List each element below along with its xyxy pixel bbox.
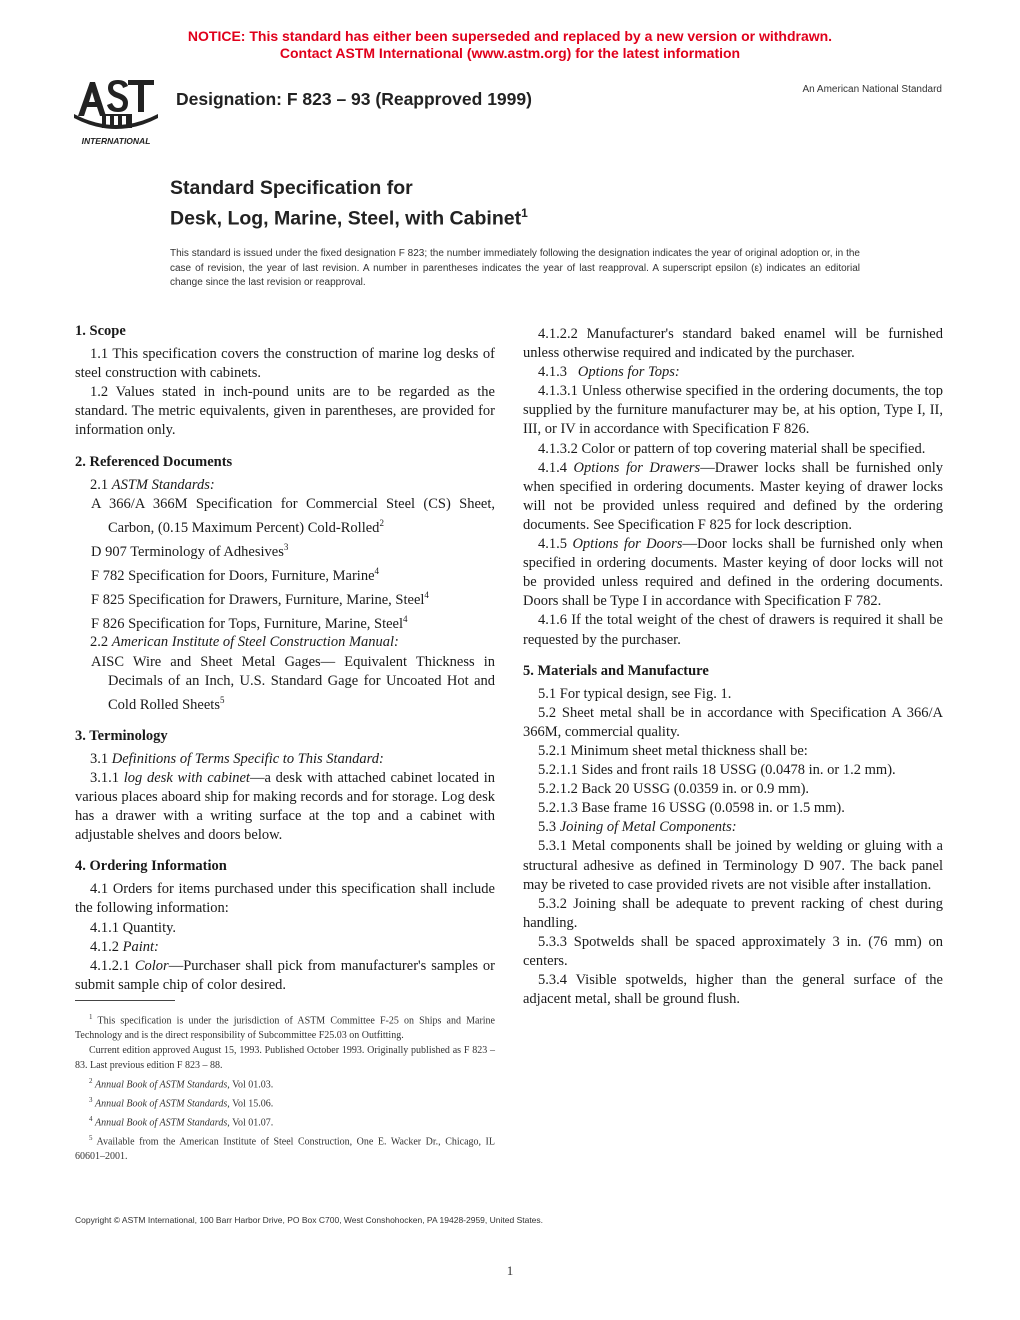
footnote-3: $^3$ Annual Book of ASTM Standards, Vol 15.06. <box>89 1095 274 1109</box>
para-5-2-1-2: 5.2.1.2 Back 20 USSG (0.0359 in. or 0.9 mm). <box>538 781 810 798</box>
para-5-3: 5.3 Joining of Metal Components: <box>538 819 737 836</box>
para-5-2-1-3: 5.2.1.3 Base frame 16 USSG (0.0598 in. or 1.5 mm). <box>538 800 845 817</box>
para-1-2: 1.2 Values stated in inch-pound units are to be regarded as the standard. The metric equivalents, given in parentheses, are provided for information only. <box>75 384 495 439</box>
para-4-1: 4.1 Orders for items purchased under this specification shall include the following information: <box>75 881 495 917</box>
para-5-2: 5.2 Sheet metal shall be in accordance with Specification A 366/A 366M, commercial quality. <box>523 704 943 740</box>
ref-f825: F 825 Specification for Drawers, Furniture, Marine, Steel$^4$ <box>91 589 429 608</box>
logo-subtext: INTERNATIONAL <box>81 136 151 146</box>
american-national-standard: An American National Standard <box>802 84 942 95</box>
section-2-heading: 2. Referenced Documents <box>75 453 233 470</box>
title-line-1: Standard Specification for <box>170 177 413 199</box>
para-3-1: 3.1 Definitions of Terms Specific to This Standard: <box>90 750 384 767</box>
title-line-2: Desk, Log, Marine, Steel, with Cabinet$^1$ <box>170 206 528 230</box>
page-number: 1 <box>506 1263 514 1278</box>
section-5-heading: 5. Materials and Manufacture <box>523 662 709 679</box>
section-1-heading: 1. Scope <box>75 323 126 339</box>
notice-line-1: NOTICE: This standard has either been superseded and replaced by a new version or withdrawn. <box>187 28 833 44</box>
footnote-5: $^5$ Available from the American Institute of Steel Construction, One E. Wacker Dr., Chicago, IL 60601–2001. <box>75 1133 495 1163</box>
footnote-1: $^1$ This specification is under the jurisdiction of ASTM Committee F-25 on Ships and Marine Technology and is the direct responsibility of Subcommittee F25.03 on Outfitting. <box>75 1013 495 1042</box>
para-1-1: 1.1 This specification covers the construction of marine log desks of steel construction with cabinets. <box>75 346 495 382</box>
ref-f826: F 826 Specification for Tops, Furniture, Marine, Steel$^4$ <box>91 613 408 632</box>
para-4-1-3-1: 4.1.3.1 Unless otherwise specified in the ordering documents, the top supplied by the furniture manufacturer may be, at his option, Type I, II, III, or IV in accordance with Specification F 826. <box>523 383 943 438</box>
ref-f782: F 782 Specification for Doors, Furniture, Marine$^4$ <box>91 565 380 584</box>
para-4-1-6: 4.1.6 If the total weight of the chest of drawers is required it shall be requested by the purchaser. <box>523 612 943 648</box>
issued-note: This standard is issued under the fixed designation F 823; the number immediately following the designation indicates the year of original adoption or, in the case of revision, the year of last revision. A number in parentheses indicates the year of last reapproval. A superscript epsilon (ε) indicates an editorial change since the last revision or reapproval. <box>170 248 860 288</box>
para-4-1-2-1: 4.1.2.1 Color—Purchaser shall pick from manufacturer's samples or submit sample chip of color desired. <box>75 957 496 993</box>
title-footnote-mark: 1 <box>521 206 528 220</box>
para-5-3-3: 5.3.3 Spotwelds shall be spaced approximately 3 in. (76 mm) on centers. <box>523 933 943 969</box>
section-4-heading: 4. Ordering Information <box>75 858 227 875</box>
para-5-3-2: 5.3.2 Joining shall be adequate to prevent racking of chest during handling. <box>523 895 943 931</box>
para-4-1-2: 4.1.2 Paint: <box>90 938 159 955</box>
astm-logo-icon <box>68 74 164 150</box>
withdrawn-notice <box>0 28 1020 62</box>
designation: Designation: F 823 – 93 (Reapproved 1999) <box>176 89 532 109</box>
footnote-2: $^2$ Annual Book of ASTM Standards, Vol 01.03. <box>89 1076 274 1090</box>
para-5-3-1: 5.3.1 Metal components shall be joined by welding or gluing with a structural adhesive as defined in Terminology D 907. The back panel may be riveted to case provided rivets are not visible after installation. <box>523 838 943 893</box>
para-5-2-1: 5.2.1 Minimum sheet metal thickness shall be: <box>538 742 808 759</box>
footnote-divider <box>75 1000 175 1001</box>
section-3-heading: 3. Terminology <box>75 727 168 744</box>
right-column <box>523 325 943 1009</box>
para-4-1-1: 4.1.1 Quantity. <box>90 919 177 936</box>
ref-d907: D 907 Terminology of Adhesives$^3$ <box>91 541 289 560</box>
para-4-1-2-2: 4.1.2.2 Manufacturer's standard baked enamel will be furnished unless otherwise required and indicated by the purchaser. <box>523 326 943 362</box>
para-4-1-4: 4.1.4 Options for Drawers—Drawer locks shall be furnished only when specified in ordering documents. Master keying of drawer locks will not be provided unless required and defined by the ordering documents. See Specification F 825 for lock description. <box>523 459 943 533</box>
footnote-1b: Current edition approved August 15, 1993. Published October 1993. Originally published as F 823 – 83. Last previous edition F 823 – 88. <box>75 1044 495 1071</box>
astm-logo <box>68 74 164 150</box>
para-2-2: 2.2 American Institute of Steel Construction Manual: <box>90 634 399 651</box>
para-4-1-3: 4.1.3 Options for Tops: <box>538 364 680 381</box>
para-5-1: 5.1 For typical design, see Fig. 1. <box>538 685 732 702</box>
document-title <box>170 176 528 232</box>
para-4-1-5: 4.1.5 Options for Doors—Door locks shall be furnished only when specified in ordering documents. Master keying of door locks will not be provided unless required and defined in the ordering documents. Doors shall be Type I in accordance with Specification F 782. <box>523 536 944 610</box>
para-3-1-1: 3.1.1 log desk with cabinet—a desk with attached cabinet located in various places aboard ship for making records and for storage. Log desk has a drawer with a writing surface at the top and a cabinet with adjustable shelves and doors below. <box>75 769 496 844</box>
footnotes <box>75 1010 495 1165</box>
ref-aisc: AISC Wire and Sheet Metal Gages— Equivalent Thickness in Decimals of an Inch, U.S. Standard Gage for Uncoated Hot and Cold Rolled Sheets$^5$ <box>91 653 495 713</box>
para-5-3-4: 5.3.4 Visible spotwelds, higher than the general surface of the adjacent metal, shall be ground flush. <box>523 972 943 1008</box>
footnote-4: $^4$ Annual Book of ASTM Standards, Vol 01.07. <box>89 1114 274 1129</box>
para-5-2-1-1: 5.2.1.1 Sides and front rails 18 USSG (0.0478 in. or 1.2 mm). <box>538 762 896 779</box>
notice-line-2: Contact ASTM International (www.astm.org) for the latest information <box>279 45 741 61</box>
para-4-1-3-2: 4.1.3.2 Color or pattern of top covering material shall be specified. <box>538 440 926 457</box>
copyright: Copyright © ASTM International, 100 Barr Harbor Drive, PO Box C700, West Conshohocken, PA 19428-2959, United States. <box>75 1215 544 1225</box>
left-column <box>75 322 495 995</box>
para-2-1: 2.1 ASTM Standards: <box>90 476 215 493</box>
ref-a366: A 366/A 366M Specification for Commercial Steel (CS) Sheet, Carbon, (0.15 Maximum Percent) Cold-Rolled$^2$ <box>91 495 495 536</box>
